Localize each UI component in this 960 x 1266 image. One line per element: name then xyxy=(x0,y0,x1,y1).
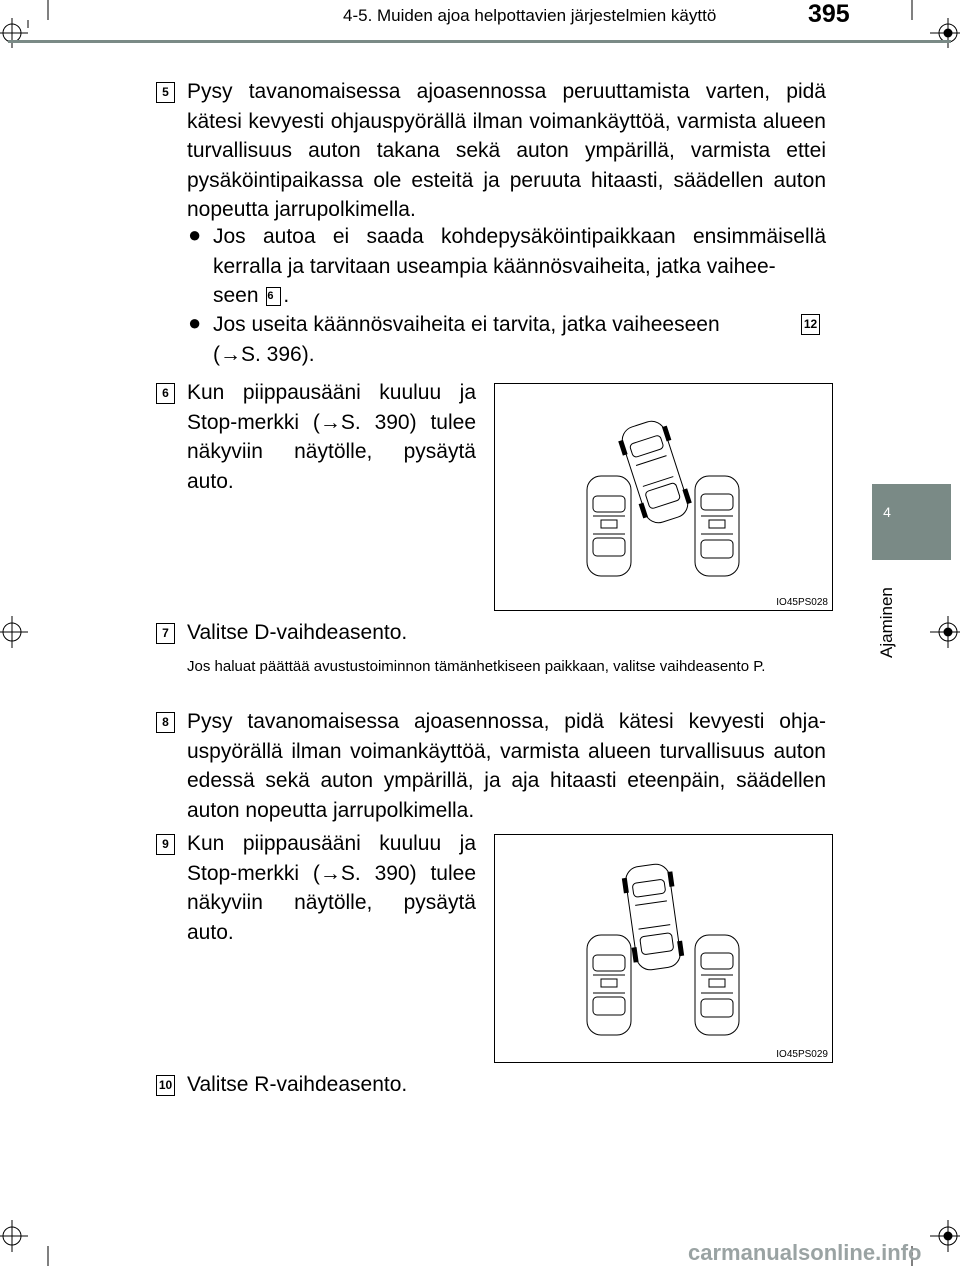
step-5-bullet-1: Jos autoa ei saada kohdepysäköintipaikkaan ensimmäisellä kerralla ja tarvitaan useampia käännösvaiheita, jatka vaihee- seen 6 . xyxy=(213,225,826,307)
figure-code-1: IO45PS028 xyxy=(776,597,828,608)
chapter-tab xyxy=(872,484,951,560)
step-ref-12: 12 xyxy=(801,314,820,335)
parking-illustration-2 xyxy=(495,835,832,1062)
chapter-label: Ajaminen xyxy=(877,587,896,658)
step-9-text: Kun piippausääni kuuluu ja Stop-merkki (→S. 390) tulee näkyviin näytölle, pysäytä auto. xyxy=(187,832,476,944)
step-number-5: 5 xyxy=(156,82,175,103)
step-number-6: 6 xyxy=(156,383,175,404)
step-6-text: Kun piippausääni kuuluu ja Stop-merkki (→S. 390) tulee näkyviin näytölle, pysäytä auto. xyxy=(187,381,476,493)
step-8-text: Pysy tavanomaisessa ajoasennossa, pidä kätesi kevyesti ohja-uspyörällä ilman voimankäyttöä, varmista alueen turvallisuus auton edessä sekä auton ympärillä, ja aja hitaasti eteenpäin, säädellen auton nopeutta jarrupolkimella. xyxy=(187,710,826,822)
chapter-number: 4 xyxy=(883,504,891,520)
watermark-text: carmanualsonline.info xyxy=(688,1240,922,1265)
step-5-text: Pysy tavanomaisessa ajoasennossa peruuttamista varten, pidä kätesi kevyesti ohjauspyörällä ilman voimankäyttöä, varmista alueen turvallisuus auton takana sekä auton ympärillä, varmista ettei pysäköintipaikassa ole esteitä ja peruuta hitaasti, säädellen auton nopeutta jarrupolkimella. xyxy=(187,80,826,221)
step-7-note: Jos haluat päättää avustustoiminnon tämänhetkiseen paikkaan, valitse vaihdeasento P. xyxy=(187,658,766,675)
step-7-text: Valitse D-vaihdeasento. xyxy=(187,621,408,644)
step-number-10: 10 xyxy=(156,1075,175,1096)
parking-illustration-1 xyxy=(495,384,832,610)
step-number-7: 7 xyxy=(156,623,175,644)
step-number-8: 8 xyxy=(156,712,175,733)
step-5-bullet-2-page-ref: (→S. 396). xyxy=(213,343,315,366)
page-number: 395 xyxy=(808,0,850,28)
step-number-9: 9 xyxy=(156,834,175,855)
header-rule xyxy=(8,40,951,43)
step-ref-6: 6 xyxy=(266,287,281,306)
left-parked-car xyxy=(587,476,631,576)
bullet-2-dot: ● xyxy=(188,310,202,335)
figure-parking-stop-2 xyxy=(494,834,833,1063)
left-parked-car xyxy=(587,935,631,1035)
step-5-bullet-2-text: Jos useita käännösvaiheita ei tarvita, jatka vaiheeseen xyxy=(213,313,720,336)
right-parked-car xyxy=(695,476,739,576)
figure-parking-stop-1 xyxy=(494,383,833,611)
figure-code-2: IO45PS029 xyxy=(776,1049,828,1060)
section-title: 4-5. Muiden ajoa helpottavien järjestelmien käyttö xyxy=(343,6,717,25)
bullet-1-dot: ● xyxy=(188,222,202,247)
right-parked-car xyxy=(695,935,739,1035)
step-10-text: Valitse R-vaihdeasento. xyxy=(187,1073,408,1096)
